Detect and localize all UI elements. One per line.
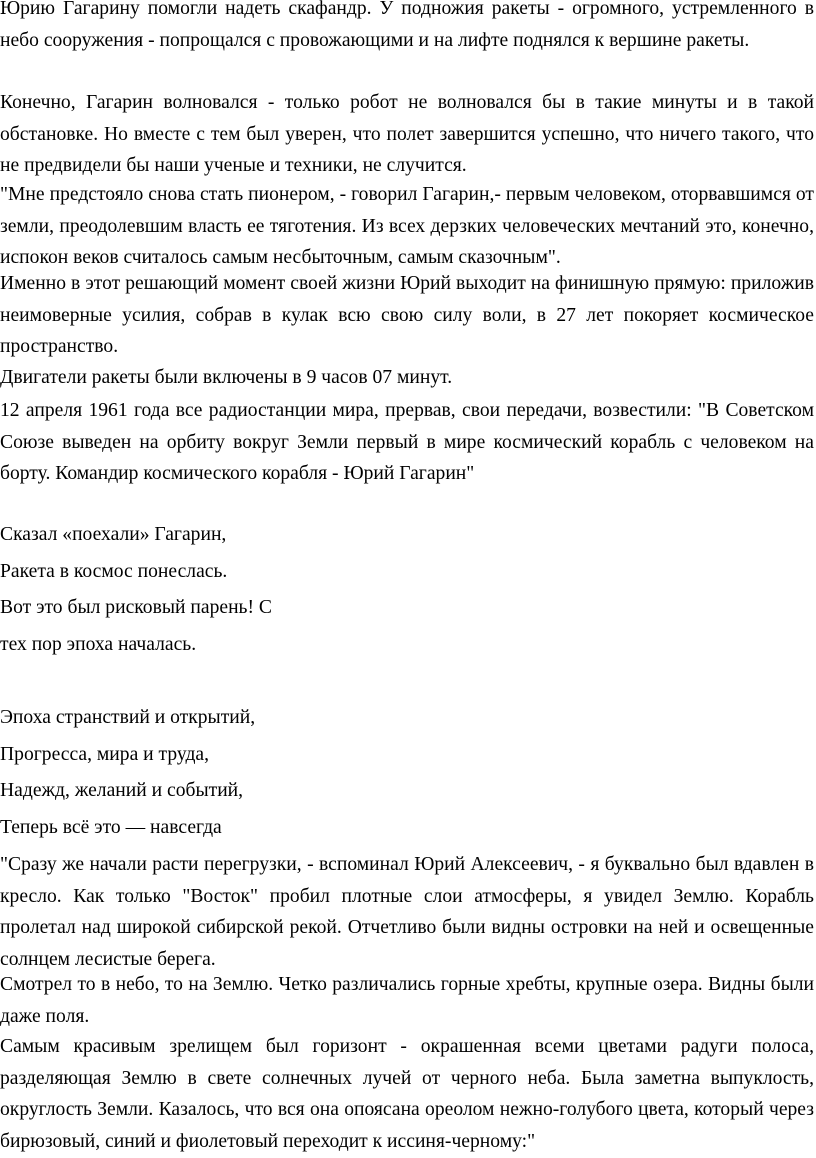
- paragraph-overloads: "Сразу же начали расти перегрузки, - вспоминал Юрий Алексеевич, - я буквально был вдавлен в кресло. Как только "Восток" пробил плотные слои атмосферы, я увидел Землю. Корабль пролетал над широкой сибирской рекой. Отчетливо были видны островки на ней и освещенные солнцем лесистые берега.: [0, 854, 814, 970]
- poem-line: Теперь всё это — навсегда: [0, 817, 222, 838]
- poem-line: Эпоха странствий и открытий,: [0, 707, 256, 728]
- poem-line: Сказал «поехали» Гагарин,: [0, 524, 227, 545]
- paragraph-pioneer-quote: "Мне предстояло снова стать пионером, - говорил Гагарин,- первым человеком, оторвавшимся от земли, преодолевшим власть ее тяготения. Из всех дерзких человеческих мечтаний это, конечно, испокон веков считалось самым несбыточным, самым сказочным".: [0, 184, 814, 268]
- paragraph-engines-ignition: Двигатели ракеты были включены в 9 часов 07 минут.: [0, 367, 453, 388]
- paragraph-gagarin-nervous: Конечно, Гагарин волновался - только робот не волновался бы в такие минуты и в такой обстановке. Но вместе с тем был уверен, что полет завершится успешно, что ничего такого, что не предвидели бы наши ученые и техники, не случится.: [0, 92, 814, 176]
- poem-line: тех пор эпоха началась.: [0, 634, 197, 655]
- paragraph-radio-announcement: 12 апреля 1961 года все радиостанции мира, прервав, свои передачи, возвестили: "В Советском Союзе выведен на орбиту вокруг Земли первый в мире космический корабль с человеком на борту. Командир космического корабля - Юрий Гагарин": [0, 400, 814, 484]
- poem-line: Ракета в космос понеслась.: [0, 561, 228, 582]
- poem-line: Вот это был рисковый парень! С: [0, 597, 272, 618]
- paragraph-looking-at-earth: Смотрел то в небо, то на Землю. Четко различались горные хребты, крупные озера. Видны были даже поля.: [0, 974, 814, 1027]
- paragraph-decisive-moment: Именно в этот решающий момент своей жизни Юрий выходит на финишную прямую: приложив неимоверные усилия, собрав в кулак всю свою силу воли, в 27 лет покоряет космическое пространство.: [0, 273, 814, 357]
- poem-line: Надежд, желаний и событий,: [0, 780, 244, 801]
- paragraph-spacesuit: Юрию Гагарину помогли надеть скафандр. У подножия ракеты - огромного, устремленного в небо сооружения - попрощался с провожающими и на лифте поднялся к вершине ракеты.: [0, 0, 814, 51]
- poem-line: Прогресса, мира и труда,: [0, 744, 210, 765]
- paragraph-horizon: Самым красивым зрелищем был горизонт - окрашенная всеми цветами радуги полоса, разделяющая Землю в свете солнечных лучей от черного неба. Была заметна выпуклость, округлость Земли. Казалось, что вся она опоясана ореолом нежно-голубого цвета, который через бирюзовый, синий и фиолетовый переходит к иссиня-черному:": [0, 1036, 814, 1152]
